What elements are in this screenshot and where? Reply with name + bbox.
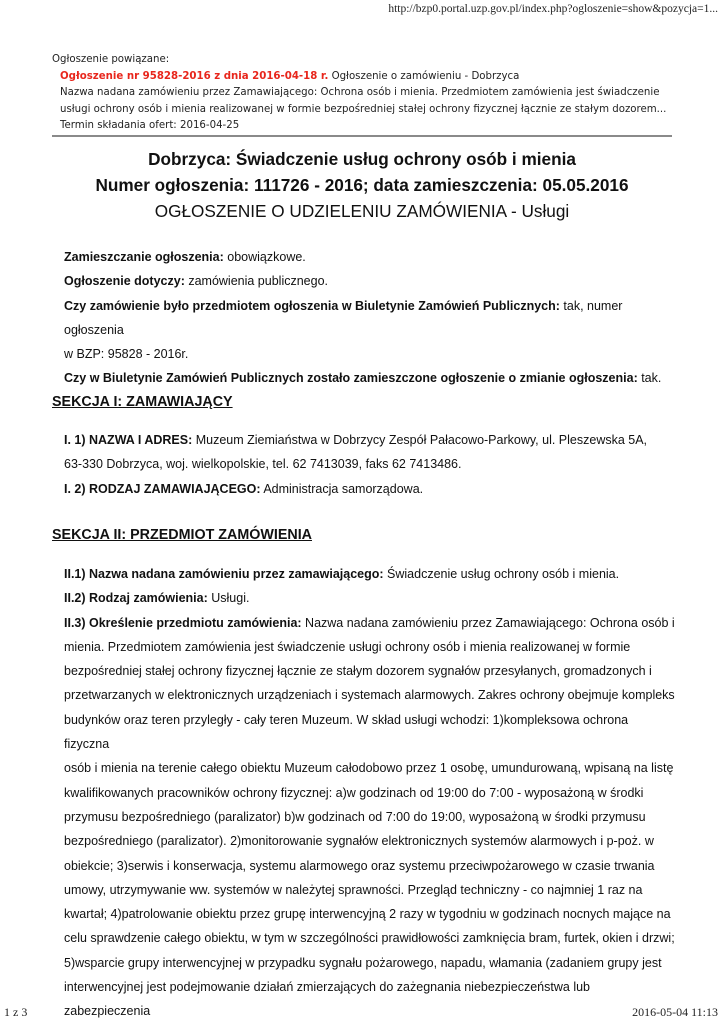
subject-text-line: przetwarzanych w elektronicznych urządzeniach i systemach alarmowych. Zakres ochrony obejmuje kompleks <box>64 688 675 703</box>
related-notice-link[interactable]: Ogłoszenie nr 95828-2016 z dnia 2016-04-18 r. <box>60 70 329 82</box>
field-label: Ogłoszenie dotyczy: <box>64 274 185 289</box>
title-line-3: OGŁOSZENIE O UDZIELENIU ZAMÓWIENIA - Usługi <box>154 201 570 221</box>
print-datetime: 2016-05-04 11:13 <box>632 1005 718 1019</box>
subject-text-line: 5)wsparcie grupy interwencyjnej w przypadku sygnału pożarowego, napadu, włamania (zadaniem grupy jest <box>64 955 662 970</box>
related-line-1 <box>60 69 672 86</box>
related-line-4: Termin składania ofert: 2016-04-25 <box>60 120 240 132</box>
subject-text-line: umowy, utrzymywanie ww. systemów w należytej sprawności. Przegląd techniczny - co najmniej 1 raz na <box>64 882 643 897</box>
field-label: I. 1) NAZWA I ADRES: <box>64 433 193 447</box>
field-label: II.2) Rodzaj zamówienia: <box>64 591 208 606</box>
related-notice <box>52 52 672 135</box>
subject-text-line: osób i mienia na terenie całego obiektu Muzeum całodobowo przez 1 osobę, umundurowaną, wpisaną na listę <box>64 761 674 776</box>
section-1-heading: SEKCJA I: ZAMAWIAJĄCY <box>52 394 233 410</box>
horizontal-divider <box>52 135 672 137</box>
field-label: Czy w Biuletynie Zamówień Publicznych zostało zamieszczone ogłoszenie o zmianie ogłoszenia: <box>64 371 638 386</box>
subject-text-line: mienia. Przedmiotem zamówienia jest świadczenie usługi ochrony osób i mienia realizowanej w formie <box>64 639 631 654</box>
field-label: II.3) Określenie przedmiotu zamówienia: <box>64 615 302 630</box>
related-line-2: Nazwa nadana zamówieniu przez Zamawiającego: Ochrona osób i mienia. Przedmiotem zamówienia jest świadczenie <box>60 87 660 99</box>
field-bzp-notice-cont: w BZP: 95828 - 2016r. <box>64 347 189 362</box>
field-name-address-cont: 63-330 Dobrzyca, woj. wielkopolskie, tel. 62 7413039, faks 62 7413486. <box>64 457 462 472</box>
document-title <box>52 146 672 224</box>
field-contract-type <box>64 586 676 610</box>
subject-text-line: kwalifikowanych pracowników ochrony fizycznej: a)w godzinach od 19:00 do 7:00 - wyposażoną w środki <box>64 785 644 800</box>
field-value: obowiązkowe. <box>223 250 306 264</box>
related-rest: Ogłoszenie o zamówieniu - Dobrzyca <box>328 70 520 82</box>
field-label: Czy zamówienie było przedmiotem ogłoszenia w Biuletynie Zamówień Publicznych: <box>64 298 560 313</box>
subject-text-line: bezpośredniej stałej ochrony fizycznej łącznie ze stałym dozorem sygnałów przesyłanych, gromadzonych i <box>64 664 652 679</box>
field-value: Nazwa nadana zamówieniu przez Zamawiającego: Ochrona osób i <box>301 615 675 630</box>
field-value: Świadczenie usług ochrony osób i mienia. <box>383 567 620 581</box>
field-name-address <box>64 428 676 452</box>
field-publication <box>64 245 676 269</box>
field-value: Usługi. <box>207 591 250 606</box>
subject-text-line: obiekcie; 3)serwis i konserwacja, systemu alarmowego oraz systemu przeciwpożarowego w czasie trwania <box>64 858 655 873</box>
field-value: Administracja samorządowa. <box>260 481 424 496</box>
field-label: II.1) Nazwa nadana zamówieniu przez zamawiającego: <box>64 567 384 581</box>
subject-text-line: kwartał; 4)patrolowanie obiektu przez grupę interwencyjną 2 razy w tygodniu w godzinach nocnych mające na <box>64 907 671 922</box>
title-line-1: Dobrzyca: Świadczenie usług ochrony osób i mienia <box>148 149 576 169</box>
section-2-heading: SEKCJA II: PRZEDMIOT ZAMÓWIENIA <box>52 527 312 543</box>
subject-text-line: budynków oraz teren przyległy - cały teren Muzeum. W skład usługi wchodzi: 1)kompleksowa ochrona fizyczna <box>64 712 629 752</box>
related-line-3: usługi ochrony osób i mienia realizowanej w formie bezpośredniej stałej ochrony fizycznej łącznie ze stałym dozorem... <box>60 103 667 115</box>
subject-text-line: celu sprawdzenie całego obiektu, w tym w szczególności prawidłowości zamknięcia bram, furtek, okien i drzwi; <box>64 931 675 946</box>
page-number: 1 z 3 <box>4 1005 28 1019</box>
field-value: tak. <box>637 371 662 386</box>
field-label: Zamieszczanie ogłoszenia: <box>64 250 224 264</box>
print-header-url: http://bzp0.portal.uzp.gov.pl/index.php?ogloszenie=show&pozycja=1... <box>388 3 718 15</box>
related-label: Ogłoszenie powiązane: <box>52 54 170 65</box>
field-value: Muzeum Ziemiaństwa w Dobrzycy Zespół Pałacowo-Parkowy, ul. Pleszewska 5A, <box>192 433 648 447</box>
field-change-notice <box>64 366 676 390</box>
section-2-body <box>64 562 676 1024</box>
field-value: tak, numer ogłoszenia <box>64 298 623 337</box>
subject-text-line: przymusu bezpośredniego (paralizator) b)w godzinach od 7:00 do 19:00, wyposażoną w środki przymusu <box>64 809 646 824</box>
field-subject-line <box>64 611 676 635</box>
field-contract-name <box>64 562 676 586</box>
related-body <box>52 69 672 135</box>
section-1-body <box>64 428 676 501</box>
subject-text-line: bezpośredniego (paralizator). 2)monitorowanie sygnałów elektronicznych systemów alarmowych i p-poż. w <box>64 834 654 849</box>
field-contracting-type <box>64 477 676 501</box>
field-value: zamówienia publicznego. <box>184 274 328 289</box>
field-label: I. 2) RODZAJ ZAMAWIAJĄCEGO: <box>64 481 261 496</box>
subject-text-line: interwencyjnej jest podejmowanie działań zmierzających do zażegnania niebezpieczeństwa lub zabezpieczenia <box>64 980 590 1019</box>
field-concerns <box>64 269 676 293</box>
field-bzp-notice <box>64 294 676 343</box>
title-line-2: Numer ogłoszenia: 111726 - 2016; data zamieszczenia: 05.05.2016 <box>95 175 629 195</box>
intro-block <box>64 245 676 391</box>
